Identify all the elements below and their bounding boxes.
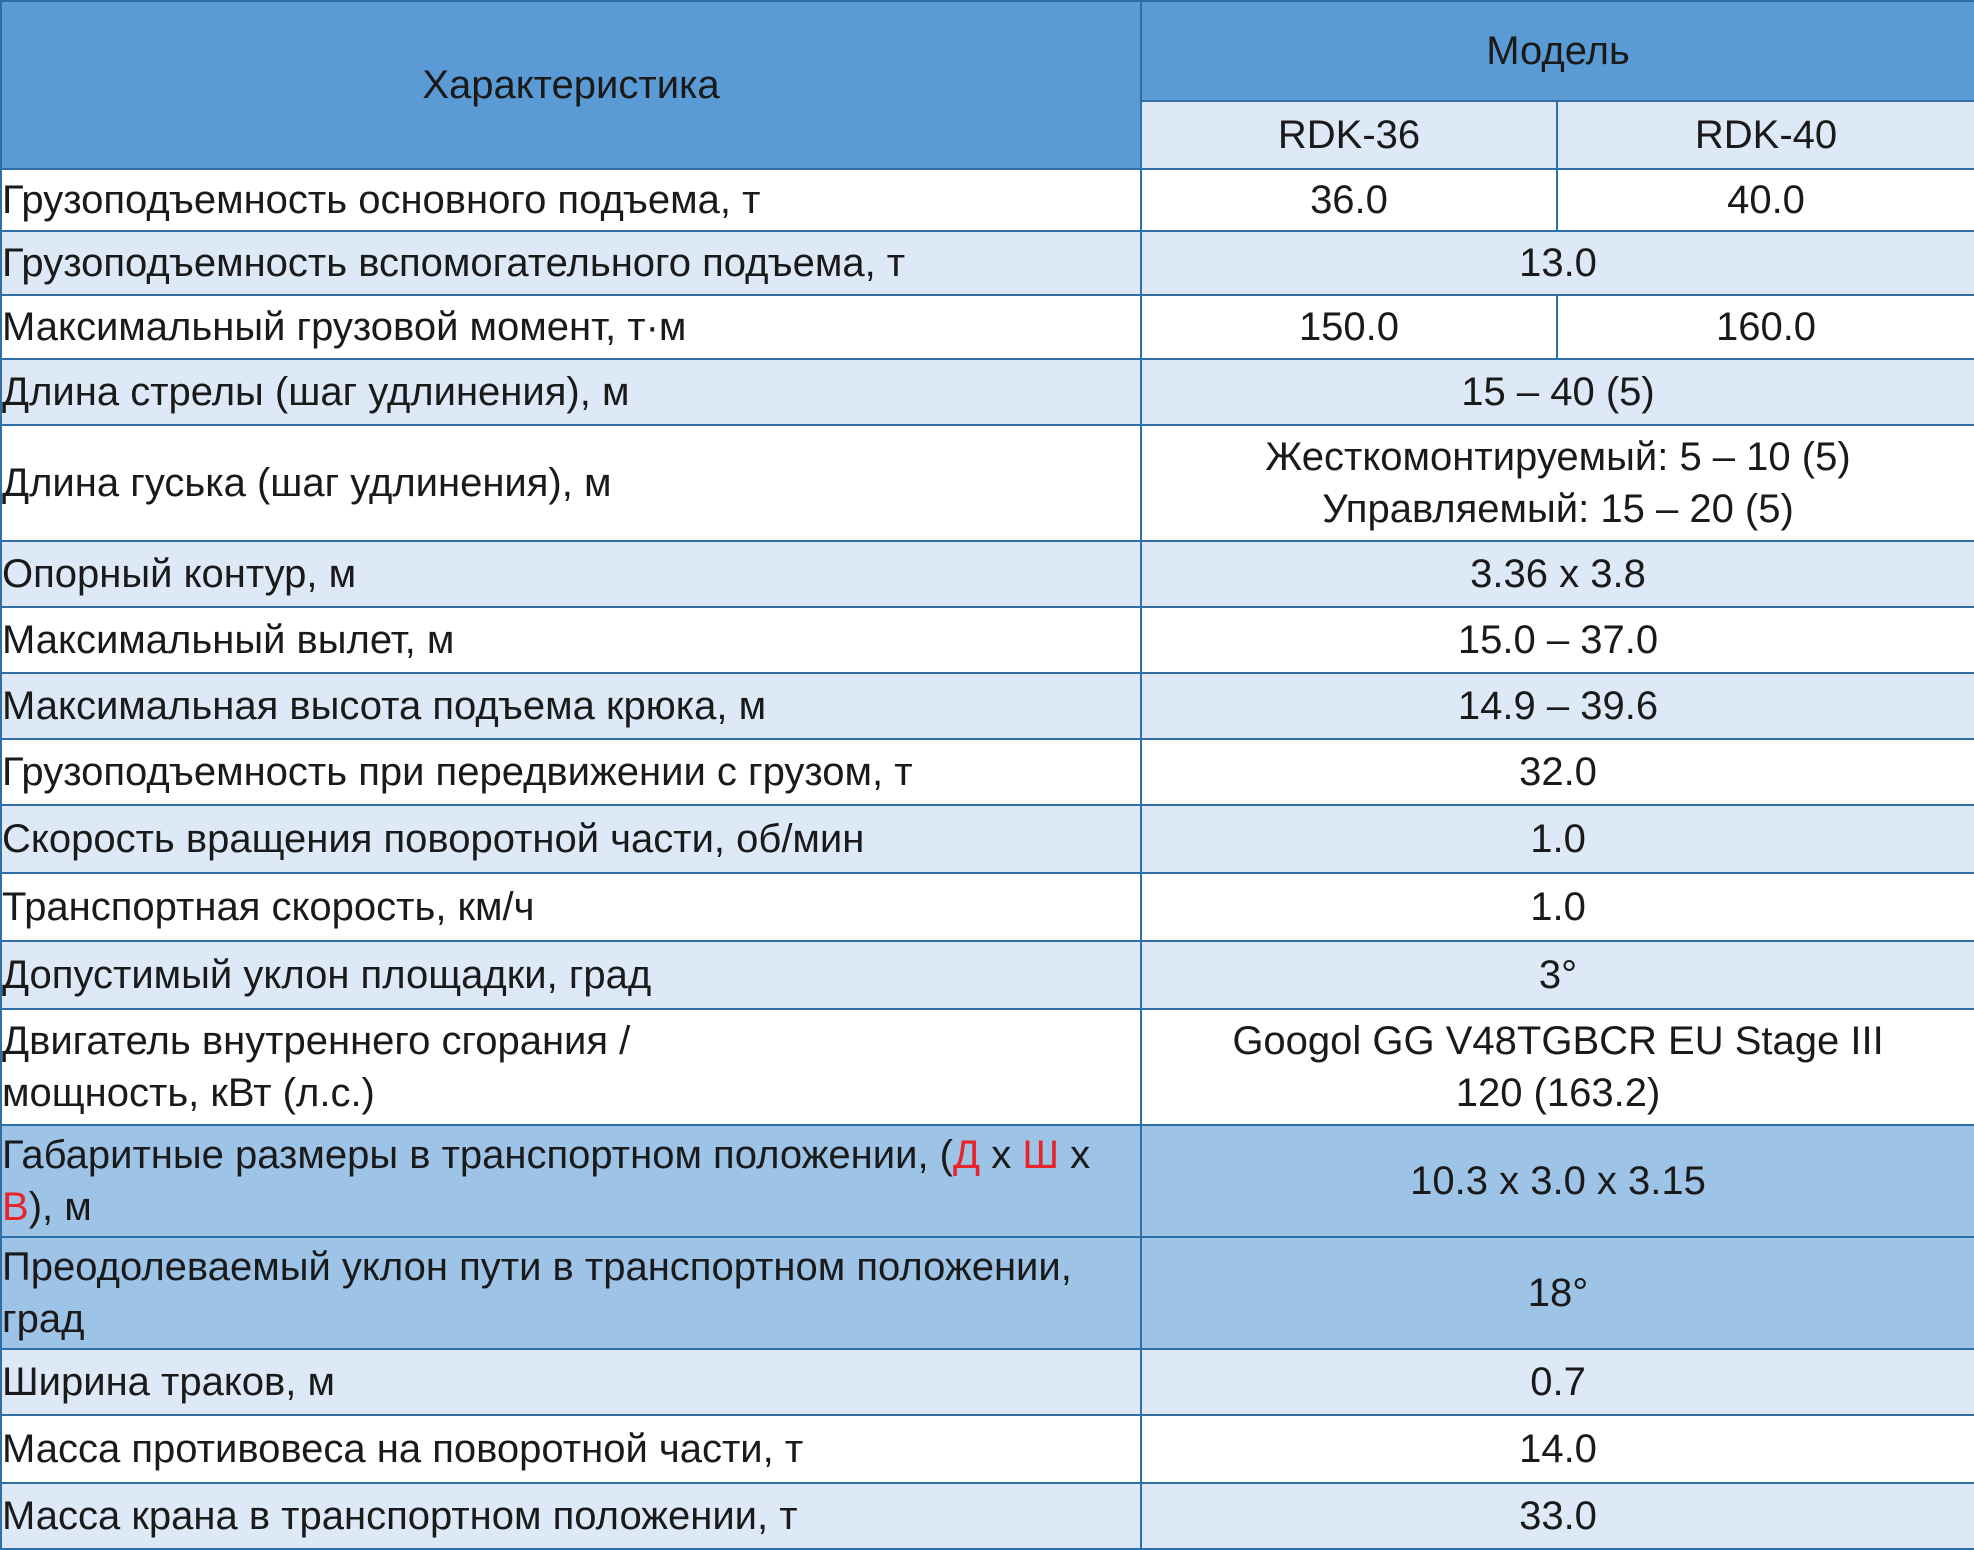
value-line: Управляемый: 15 – 20 (5) [1322, 487, 1794, 531]
table-row [1, 359, 1974, 425]
letter-d: Д [953, 1133, 981, 1177]
table-row [1, 1237, 1974, 1349]
row-value: 14.0 [1141, 1415, 1974, 1483]
label-line: град [2, 1297, 85, 1341]
row-value: 15.0 – 37.0 [1141, 607, 1974, 673]
table-row [1, 1125, 1974, 1237]
row-label: Скорость вращения поворотной части, об/мин [1, 805, 1141, 873]
row-label: Транспортная скорость, км/ч [1, 873, 1141, 941]
row-value: 13.0 [1141, 231, 1974, 295]
row-value: 15 – 40 (5) [1141, 359, 1974, 425]
row-value-rdk36: 36.0 [1141, 169, 1557, 231]
row-label [1, 1125, 1141, 1237]
row-label: Грузоподъемность основного подъема, т [1, 169, 1141, 231]
row-value: 1.0 [1141, 805, 1974, 873]
row-label: Длина стрелы (шаг удлинения), м [1, 359, 1141, 425]
table-row [1, 1009, 1974, 1125]
model-rdk36-header: RDK-36 [1141, 101, 1557, 169]
label-line: мощность, кВт (л.с.) [2, 1071, 375, 1115]
table-row [1, 1483, 1974, 1549]
row-label: Масса крана в транспортном положении, т [1, 1483, 1141, 1549]
table-row [1, 873, 1974, 941]
row-value: 1.0 [1141, 873, 1974, 941]
table-row [1, 169, 1974, 231]
value-line: Googol GG V48TGBCR EU Stage III [1232, 1019, 1884, 1063]
header-row [1, 1, 1974, 101]
row-label: Опорный контур, м [1, 541, 1141, 607]
row-value-rdk40: 40.0 [1557, 169, 1974, 231]
model-rdk40-header: RDK-40 [1557, 101, 1974, 169]
row-value: 10.3 х 3.0 х 3.15 [1141, 1125, 1974, 1237]
table-row [1, 739, 1974, 805]
row-value-rdk36: 150.0 [1141, 295, 1557, 359]
table-row [1, 673, 1974, 739]
letter-v: В [2, 1185, 29, 1229]
table-row [1, 231, 1974, 295]
table-row [1, 1415, 1974, 1483]
row-label [1, 1009, 1141, 1125]
label-text: х [1059, 1133, 1091, 1177]
model-header: Модель [1141, 1, 1974, 101]
row-value: 33.0 [1141, 1483, 1974, 1549]
row-label: Ширина траков, м [1, 1349, 1141, 1415]
row-value: 3.36 х 3.8 [1141, 541, 1974, 607]
table-row [1, 607, 1974, 673]
row-value: 14.9 – 39.6 [1141, 673, 1974, 739]
row-label: Максимальный грузовой момент, т·м [1, 295, 1141, 359]
table-row [1, 941, 1974, 1009]
letter-sh: Ш [1022, 1133, 1059, 1177]
row-label: Допустимый уклон площадки, град [1, 941, 1141, 1009]
table-row [1, 425, 1974, 541]
row-label [1, 1237, 1141, 1349]
label-text: х [980, 1133, 1023, 1177]
row-value [1141, 1009, 1974, 1125]
row-label: Максимальная высота подъема крюка, м [1, 673, 1141, 739]
label-line: Двигатель внутреннего сгорания / [2, 1019, 631, 1063]
row-label: Максимальный вылет, м [1, 607, 1141, 673]
row-label: Масса противовеса на поворотной части, т [1, 1415, 1141, 1483]
value-line: Жесткомонтируемый: 5 – 10 (5) [1265, 435, 1851, 479]
row-label: Грузоподъемность вспомогательного подъема, т [1, 231, 1141, 295]
label-text: Габаритные размеры в транспортном положении, ( [2, 1133, 953, 1177]
table-row [1, 541, 1974, 607]
table-row [1, 295, 1974, 359]
row-value-rdk40: 160.0 [1557, 295, 1974, 359]
row-value: 32.0 [1141, 739, 1974, 805]
row-value: 0.7 [1141, 1349, 1974, 1415]
table-row [1, 805, 1974, 873]
row-value: 18° [1141, 1237, 1974, 1349]
row-label: Грузоподъемность при передвижении с грузом, т [1, 739, 1141, 805]
row-value [1141, 425, 1974, 541]
value-line: 120 (163.2) [1455, 1071, 1661, 1115]
row-value: 3° [1141, 941, 1974, 1009]
label-text: ), м [28, 1185, 92, 1229]
label-line: Преодолеваемый уклон пути в транспортном положении, [2, 1245, 1072, 1289]
table-row [1, 1349, 1974, 1415]
characteristic-header: Характеристика [1, 1, 1141, 169]
row-label: Длина гуська (шаг удлинения), м [1, 425, 1141, 541]
